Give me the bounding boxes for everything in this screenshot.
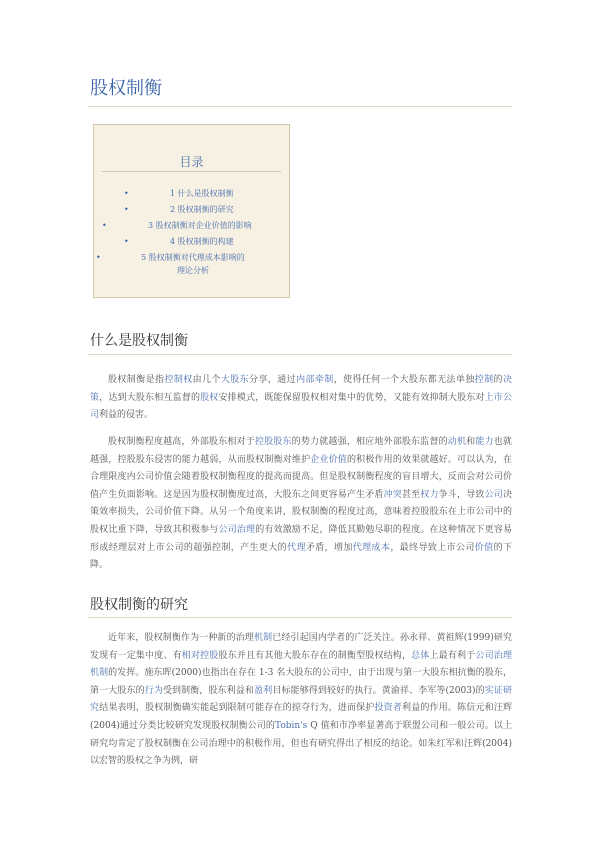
toc-item[interactable] bbox=[94, 203, 289, 219]
toc-item-label[interactable]: 3 股权制衡对企业价值的影响 bbox=[148, 221, 252, 230]
bullet-icon: • bbox=[96, 253, 101, 262]
paragraph-text: 目标能够得到较好的执行。黄渝祥、李军等(2003)的 bbox=[272, 685, 485, 696]
inline-link[interactable]: 代理成本 bbox=[352, 542, 391, 553]
inline-link[interactable]: 上市公司 bbox=[90, 392, 512, 421]
paragraph-text: 利益的作用。陈信元和汪辉(2004)通过分类比较研究发现股权制衡公司的 bbox=[90, 703, 512, 731]
paragraph bbox=[90, 372, 512, 425]
paragraph-text: ，达到大股东相互监督的 bbox=[99, 392, 201, 403]
paragraph-text: 的 bbox=[493, 375, 503, 385]
inline-link[interactable]: 实证研究 bbox=[90, 685, 512, 714]
inline-link[interactable]: 内部牵制 bbox=[296, 375, 334, 385]
toc-item[interactable] bbox=[94, 187, 289, 203]
toc-item[interactable] bbox=[94, 235, 289, 251]
paragraph-text: 的积极作用的效果就越好。可以认为，在合理限度内公司价值会随着股权制衡程度的提高而提高。但是股权制衡程度的盲目增大，反而会对公司价值产生负面影响。这是因为股权制衡度过高，大股东之间更容易产生矛盾 bbox=[90, 454, 512, 500]
inline-link[interactable]: 代理 bbox=[287, 542, 306, 553]
paragraph-text: 股权制衡是指 bbox=[108, 375, 165, 385]
toc-item-label[interactable]: 2 股权制衡的研究 bbox=[170, 205, 234, 214]
paragraph-text: ，最终导致上市公司 bbox=[390, 542, 475, 553]
paragraph-text: 的势力就越强，相应地外部股东监督的 bbox=[291, 437, 448, 447]
paragraph-text: 结果表明，股权制衡确实能起到限制可能存在的掠夺行为，进而保护 bbox=[99, 703, 375, 714]
bullet-icon: • bbox=[124, 189, 129, 198]
toc-divider bbox=[102, 171, 281, 172]
paragraph-text: 和 bbox=[466, 437, 476, 447]
paragraph-text: 股权制衡程度越高，外部股东相对于 bbox=[108, 437, 255, 447]
toc-item-label[interactable]: 4 股权制衡的构建 bbox=[170, 237, 234, 246]
section-heading: 股权制衡的研究 bbox=[90, 597, 188, 613]
title-divider bbox=[88, 106, 512, 107]
inline-link[interactable]: 公司治理 bbox=[218, 524, 256, 535]
paragraph-text: 受到制衡，股东利益和 bbox=[162, 685, 255, 696]
inline-link[interactable]: Tobin's bbox=[275, 720, 308, 731]
paragraph-text: 争斗，导致 bbox=[438, 489, 485, 500]
inline-link[interactable]: 总体 bbox=[411, 650, 430, 661]
paragraph-text: 利益的侵害。 bbox=[99, 410, 154, 421]
paragraph bbox=[90, 434, 512, 575]
paragraph-text: ，使得任何一个大股东都无法单独 bbox=[333, 375, 475, 385]
inline-link[interactable]: 价值 bbox=[474, 542, 494, 553]
inline-link[interactable]: 企业价值 bbox=[310, 454, 347, 465]
section-divider bbox=[88, 354, 512, 355]
table-of-contents bbox=[93, 124, 290, 298]
paragraph-text: 近年来，股权制衡作为一种新的治理 bbox=[108, 633, 254, 643]
inline-link[interactable]: 投资者 bbox=[374, 703, 403, 714]
section-divider bbox=[88, 617, 512, 618]
paragraph-text: 决策效率损失，公司价值下降。从另一个角度来讲，股权制衡的程度过高，意味着控股股东在上市公司中的股权比重下降，导致其积极参与 bbox=[90, 489, 512, 535]
inline-link[interactable]: 决策 bbox=[90, 375, 512, 403]
inline-link[interactable]: 股权 bbox=[200, 392, 219, 403]
page-title: 股权制衡 bbox=[90, 78, 162, 99]
paragraph-text: 股东并且有其他大股东存在的制衡型股权结构， bbox=[218, 650, 412, 661]
paragraph-text: 也就越强，控股股东侵害的能力越弱，从而股权制衡对维护 bbox=[90, 437, 512, 465]
inline-link[interactable]: 动机 bbox=[447, 437, 467, 447]
bullet-icon: • bbox=[102, 221, 107, 230]
paragraph-text: 的有效激励不足，降低其勤勉尽职的程度。在这种情况下更容易形成经理层对上市公司的超强控制，产生更大的 bbox=[90, 524, 512, 553]
toc-item-label[interactable]: 5 股权制衡对代理成本影响的理论分析 bbox=[141, 253, 245, 275]
inline-link[interactable]: 行为 bbox=[144, 685, 163, 696]
inline-link[interactable]: 公司 bbox=[484, 489, 503, 500]
bullet-icon: • bbox=[124, 205, 129, 214]
inline-link[interactable]: 相对控股 bbox=[181, 650, 219, 661]
inline-link[interactable]: 机制 bbox=[253, 633, 273, 643]
inline-link[interactable]: 控制 bbox=[474, 375, 494, 385]
toc-list bbox=[94, 187, 289, 281]
paragraph bbox=[90, 630, 512, 771]
paragraph-text: 矛盾，增加 bbox=[305, 542, 353, 553]
toc-title: 目录 bbox=[179, 155, 204, 169]
toc-item[interactable] bbox=[94, 219, 289, 235]
inline-link[interactable]: 控股股东 bbox=[254, 437, 292, 447]
inline-link[interactable]: 公司治理机制 bbox=[90, 650, 512, 679]
inline-link[interactable]: 控制权 bbox=[164, 375, 193, 385]
inline-link[interactable]: 大股东 bbox=[220, 375, 250, 385]
toc-item[interactable] bbox=[94, 251, 289, 281]
section-heading: 什么是股权制衡 bbox=[90, 333, 188, 349]
paragraph-text: 安排模式，既能保留股权相对集中的优势，又能有效抑制大股东对 bbox=[218, 392, 485, 403]
paragraph-text: 由几个 bbox=[192, 375, 221, 385]
bullet-icon: • bbox=[124, 237, 129, 246]
inline-link[interactable]: 权力 bbox=[420, 489, 439, 500]
paragraph-text: 已经引起国内学者的广泛关注。孙永祥、黄祖辉(1999)研究发现有一定集中度、有 bbox=[90, 633, 512, 661]
paragraph-text: 上最有利于 bbox=[429, 650, 476, 661]
inline-link[interactable]: 能力 bbox=[475, 437, 494, 447]
paragraph-text: 的下降。 bbox=[90, 542, 512, 571]
paragraph-text: 甚至 bbox=[401, 489, 421, 500]
paragraph-text: 的发挥。施东晖(2000)也指出在存在 1-3 名大股东的公司中，由于出现与第一大股东相抗衡的股东，第一大股东的 bbox=[90, 668, 512, 696]
paragraph-text: 分享，通过 bbox=[249, 375, 297, 385]
paragraph-text: Q 值和市净率显著高于联盟公司和一般公司。以上研究均肯定了股权制衡在公司治理中的积极作用，但也有研究得出了相反的结论。如朱红军和汪辉(2004)以宏智的股权之争为例，研 bbox=[90, 720, 512, 767]
toc-item-label[interactable]: 1 什么是股权制衡 bbox=[170, 189, 234, 198]
inline-link[interactable]: 冲突 bbox=[383, 489, 402, 500]
inline-link[interactable]: 盈利 bbox=[254, 685, 273, 696]
